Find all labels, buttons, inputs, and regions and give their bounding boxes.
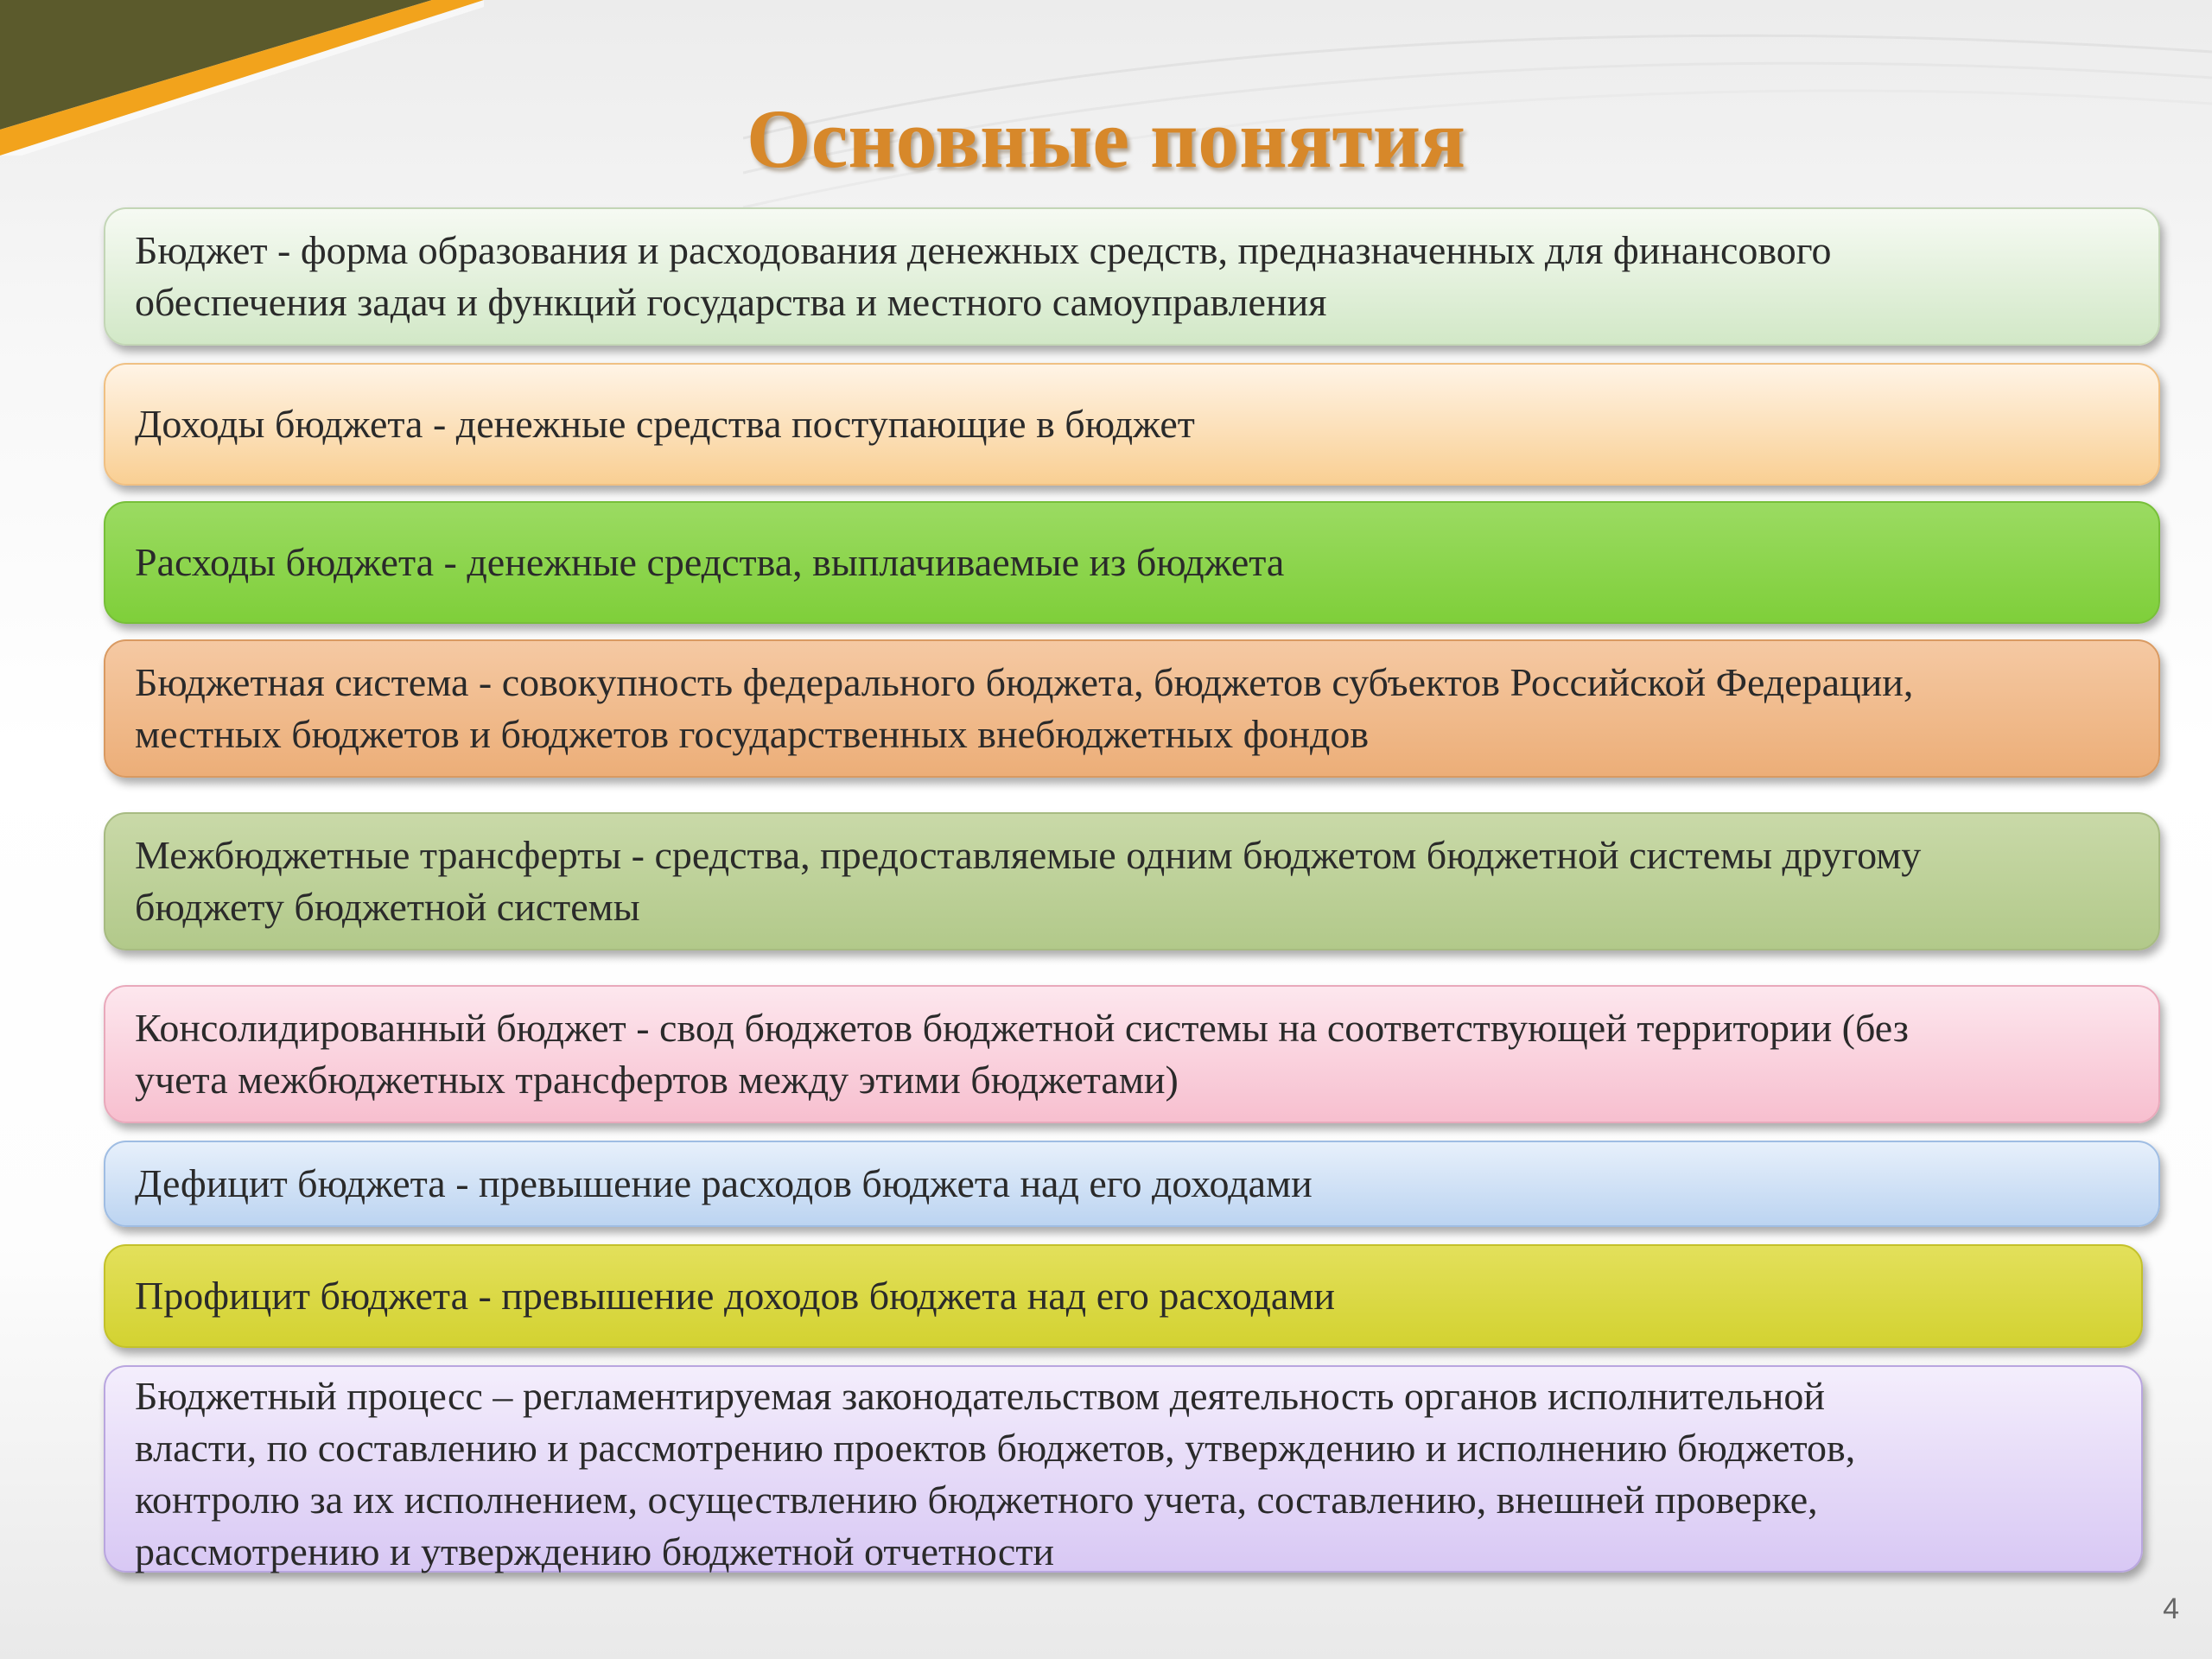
page-number: 4 [2163, 1592, 2179, 1625]
definition-text [135, 398, 1195, 450]
definition-text [135, 1370, 1855, 1578]
slide-title: Основные понятия [747, 92, 1465, 185]
definition-text [135, 1002, 1909, 1106]
definition-line: Бюджетный процесс – регламентируемая законодательством деятельность органов исполнительной [135, 1374, 1825, 1418]
definition-line: Межбюджетные трансферты - средства, предоставляемые одним бюджетом бюджетной системы другому [135, 833, 1922, 877]
definition-line: Доходы бюджета - денежные средства поступающие в бюджет [135, 402, 1195, 446]
definition-box-budget-process [104, 1365, 2143, 1573]
definition-box-transfers [104, 812, 2160, 950]
definition-line: бюджету бюджетной системы [135, 885, 640, 929]
definition-line: учета межбюджетных трансфертов между этими бюджетами) [135, 1058, 1179, 1102]
definition-text [135, 830, 1921, 933]
definition-line: Расходы бюджета - денежные средства, выплачиваемые из бюджета [135, 540, 1285, 584]
definition-text [135, 657, 1913, 760]
definition-box-revenues [104, 363, 2160, 486]
definition-text [135, 225, 1832, 328]
definition-box-expenditures [104, 501, 2160, 624]
definition-box-budget [104, 207, 2160, 346]
definition-line: Консолидированный бюджет - свод бюджетов бюджетной системы на соответствующей территории (без [135, 1006, 1909, 1050]
definition-line: власти, по составлению и рассмотрению проектов бюджетов, утверждению и исполнению бюджетов, [135, 1426, 1856, 1470]
definition-box-deficit [104, 1141, 2160, 1227]
definition-line: Дефицит бюджета - превышение расходов бюджета над его доходами [135, 1161, 1313, 1205]
definition-line: местных бюджетов и бюджетов государственных внебюджетных фондов [135, 712, 1370, 756]
definition-box-consolidated [104, 985, 2160, 1123]
definition-line: Бюджет - форма образования и расходования денежных средств, предназначенных для финансового [135, 228, 1832, 272]
definition-line: обеспечения задач и функций государства и местного самоуправления [135, 280, 1327, 324]
definition-text [135, 537, 1284, 588]
definition-text [135, 1270, 1335, 1322]
definition-box-surplus [104, 1244, 2143, 1348]
definition-line: рассмотрению и утверждению бюджетной отчетности [135, 1529, 1055, 1573]
definition-line: Бюджетная система - совокупность федерального бюджета, бюджетов субъектов Российской Федерации, [135, 660, 1914, 704]
definition-text [135, 1158, 1313, 1210]
definition-line: Профицит бюджета - превышение доходов бюджета над его расходами [135, 1274, 1336, 1318]
definition-box-budget-system [104, 639, 2160, 778]
definition-line: контролю за их исполнением, осуществлению бюджетного учета, составлению, внешней проверке, [135, 1478, 1818, 1522]
